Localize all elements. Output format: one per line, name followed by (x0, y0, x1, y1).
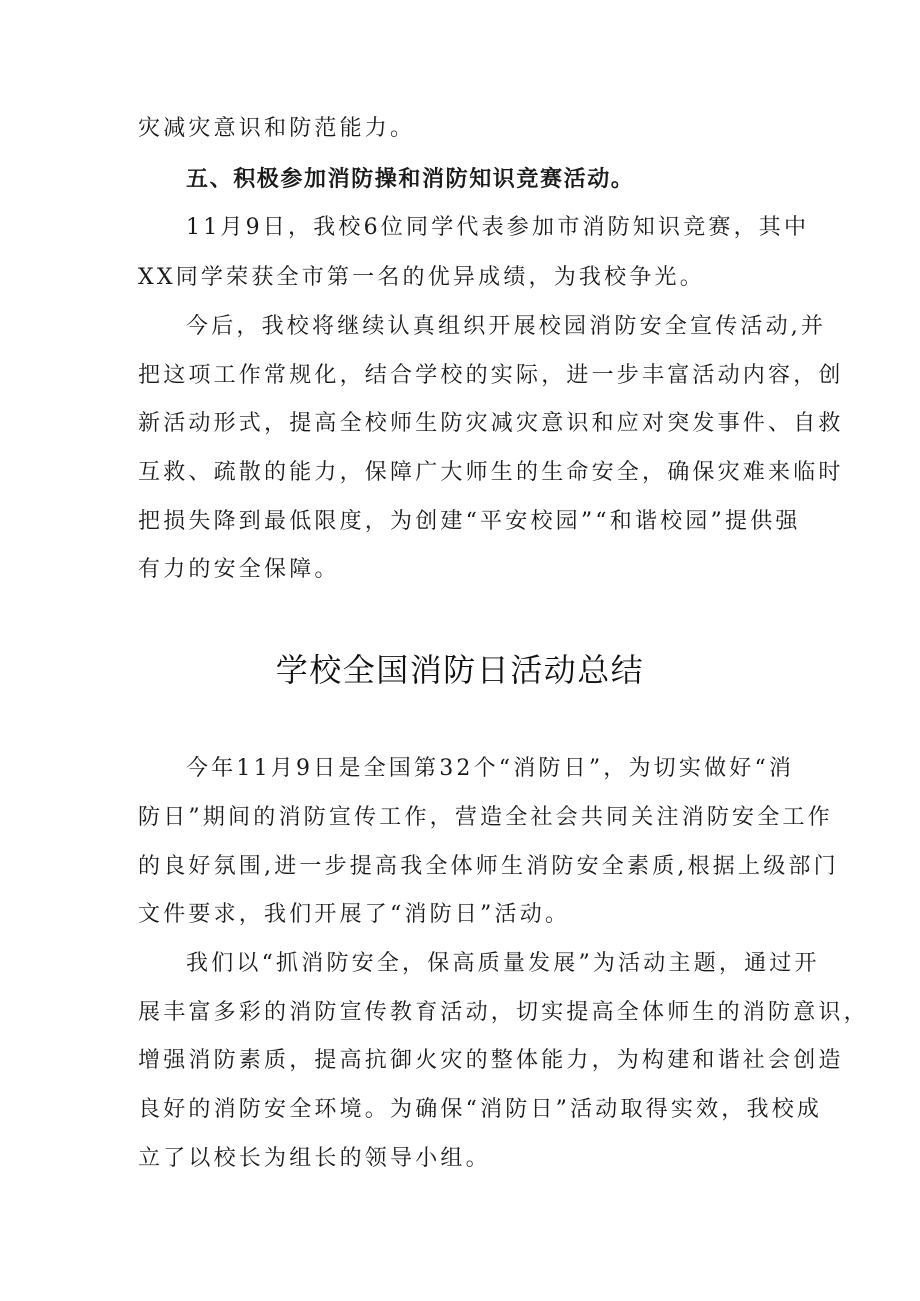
body-line: 防日”期间的消防宣传工作，营造全社会共同关注消防安全工作 (138, 805, 833, 830)
section-heading: 五、积极参加消防操和消防知识竞赛活动。 (186, 167, 635, 192)
body-line: 互救、疏散的能力，保障广大师生的生命安全，确保灾难来临时 (138, 460, 844, 485)
body-line: 文件要求，我们开展了“消防日”活动。 (138, 902, 571, 927)
body-line: 增强消防素质，提高抗御火灾的整体能力，为构建和谐社会创造 (138, 1048, 844, 1073)
body-line: 展丰富多彩的消防宣传教育活动，切实提高全体师生的消防意识， (138, 1000, 869, 1025)
body-line: 良好的消防安全环境。为确保“消防日”活动取得实效，我校成 (138, 1097, 823, 1122)
body-line: 新活动形式，提高全校师生防灾减灾意识和应对突发事件、自救 (138, 411, 844, 436)
body-line: 立了以校长为组长的领导小组。 (138, 1146, 491, 1171)
body-line: 今后，我校将继续认真组织开展校园消防安全宣传活动,并 (186, 314, 827, 339)
body-line: 的良好氛围,进一步提高我全体师生消防安全素质,根据上级部门 (138, 854, 839, 879)
body-line: XX同学荣获全市第一名的优异成绩，为我校争光。 (138, 265, 705, 290)
body-line: 灾减灾意识和防范能力。 (138, 116, 416, 141)
body-line: 把这项工作常规化，结合学校的实际，进一步丰富活动内容，创 (138, 363, 844, 388)
body-line: 把损失降到最低限度，为创建“平安校园”“和谐校园”提供强 (138, 509, 801, 534)
body-line: 11月9日，我校6位同学代表参加市消防知识竞赛，其中 (186, 215, 810, 240)
body-line: 有力的安全保障。 (138, 557, 340, 582)
body-line: 我们以“抓消防安全，保高质量发展”为活动主题，通过开 (186, 951, 820, 976)
page-title: 学校全国消防日活动总结 (275, 651, 645, 689)
body-line: 今年11月9日是全国第32个“消防日”，为切实做好“消 (186, 756, 795, 781)
